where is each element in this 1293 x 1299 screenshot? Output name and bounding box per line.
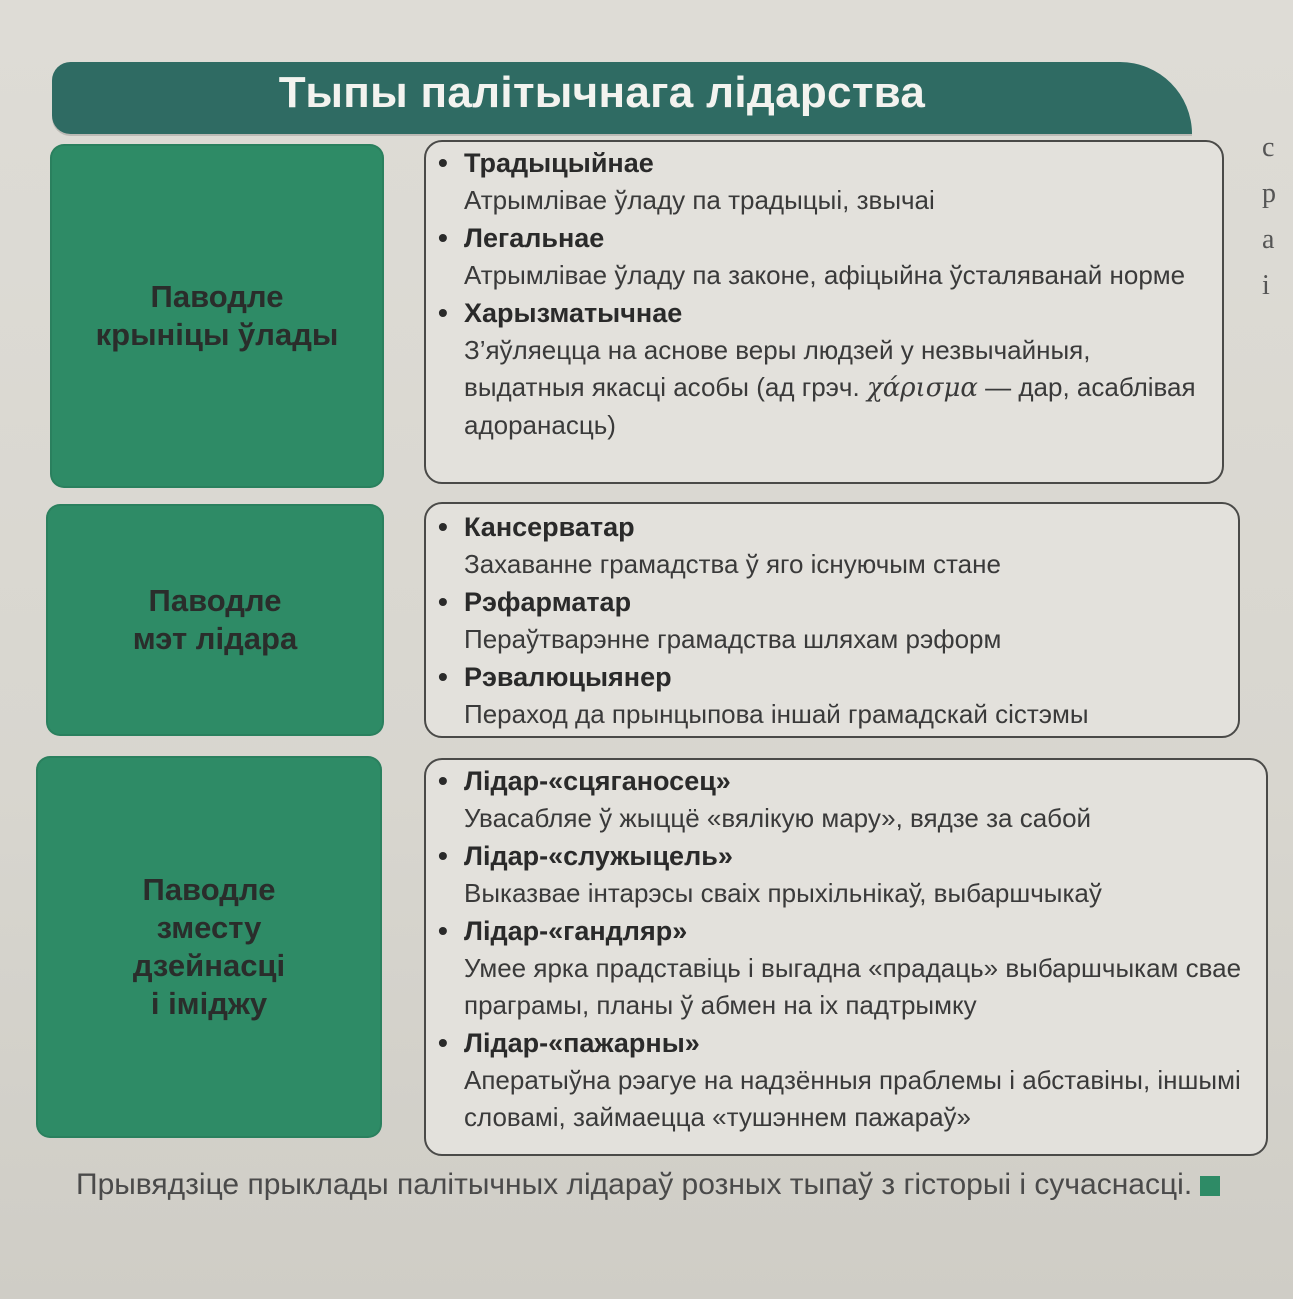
- side-letter: с: [1262, 132, 1275, 163]
- type-name: • Харызматычнае: [464, 294, 1222, 332]
- types-list-content-and-image: [424, 758, 1268, 1156]
- type-name: • Рэвалюцыянер: [464, 658, 1238, 696]
- type-description: Умее ярка прадставіць і выгадна «прадаць» выбаршчыкам свае праграмы, планы ў абмен на іх падтрымку: [464, 953, 1242, 1020]
- type-name: • Лідар-«служыцель»: [464, 837, 1266, 875]
- type-description: Увасабляе ў жыццё «вялікую мару», вядзе за сабой: [464, 803, 1092, 833]
- end-of-section-square-icon: [1200, 1176, 1220, 1196]
- type-description: [464, 332, 1222, 444]
- type-description: Атрымлівае ўладу па законе, афіцыйна ўсталяванай норме: [464, 260, 1186, 290]
- type-description: Пераўтварэнне грамадства шляхам рэформ: [464, 624, 1002, 654]
- greek-term: χάρισμα: [866, 373, 978, 403]
- list-item: [426, 219, 1222, 294]
- list-item: [426, 508, 1238, 583]
- description-text: — дар, асаблівая адоранасць): [464, 372, 1196, 440]
- list-item: [426, 583, 1238, 658]
- category-box-source-of-power: [50, 144, 384, 488]
- type-description: Аператыўна рэагуе на надзённыя праблемы і абставіны, іншымі словамі, займаецца «тушэннем пажараў»: [464, 1065, 1241, 1132]
- category-label: Паводле крыніцы ўлады: [95, 279, 339, 352]
- type-description: Захаванне грамадства ў яго існуючым стане: [464, 549, 1001, 579]
- list-item: [426, 144, 1222, 219]
- types-list-source-of-power: [424, 140, 1224, 484]
- type-name: • Легальнае: [464, 219, 1222, 257]
- category-label: Паводле зместу дзейнасці і іміджу: [132, 872, 286, 1021]
- category-label: Паводле мэт лідара: [132, 583, 298, 656]
- page-title: Тыпы палітычнага лідарства: [278, 68, 926, 117]
- type-description: Атрымлівае ўладу па традыцыі, звычаі: [464, 185, 935, 215]
- side-letter: р: [1262, 178, 1276, 209]
- list-item: [426, 837, 1266, 912]
- type-name: • Лідар-«пажарны»: [464, 1024, 1266, 1062]
- type-name: • Рэфарматар: [464, 583, 1238, 621]
- description-text: З’яўляецца на аснове веры людзей у незвычайныя, выдатныя якасці асобы (ад грэч.: [464, 335, 1091, 402]
- type-name: • Лідар-«гандляр»: [464, 912, 1266, 950]
- assignment-text: [36, 1165, 1268, 1205]
- list-item: [426, 658, 1238, 733]
- list-item: [426, 294, 1222, 444]
- type-description: Выказвае інтарэсы сваіх прыхільнікаў, выбаршчыкаў: [464, 878, 1102, 908]
- assignment-sentence: Прывядзіце прыклады палітычных лідараў розных тыпаў з гісторыі і сучаснасці.: [76, 1168, 1193, 1201]
- type-description: Пераход да прынцыпова іншай грамадскай сістэмы: [464, 699, 1089, 729]
- adjacent-page-letters: [1262, 125, 1292, 309]
- category-box-content-and-image: [36, 756, 382, 1138]
- type-name: • Лідар-«сцяганосец»: [464, 762, 1266, 800]
- type-name: • Традыцыйнае: [464, 144, 1222, 182]
- title-banner: [52, 62, 1192, 134]
- list-item: [426, 1024, 1266, 1136]
- side-letter: і: [1262, 270, 1270, 301]
- type-name: • Кансерватар: [464, 508, 1238, 546]
- list-item: [426, 912, 1266, 1024]
- list-item: [426, 762, 1266, 837]
- category-box-leader-goals: [46, 504, 384, 736]
- types-list-leader-goals: [424, 502, 1240, 738]
- side-letter: а: [1262, 224, 1275, 255]
